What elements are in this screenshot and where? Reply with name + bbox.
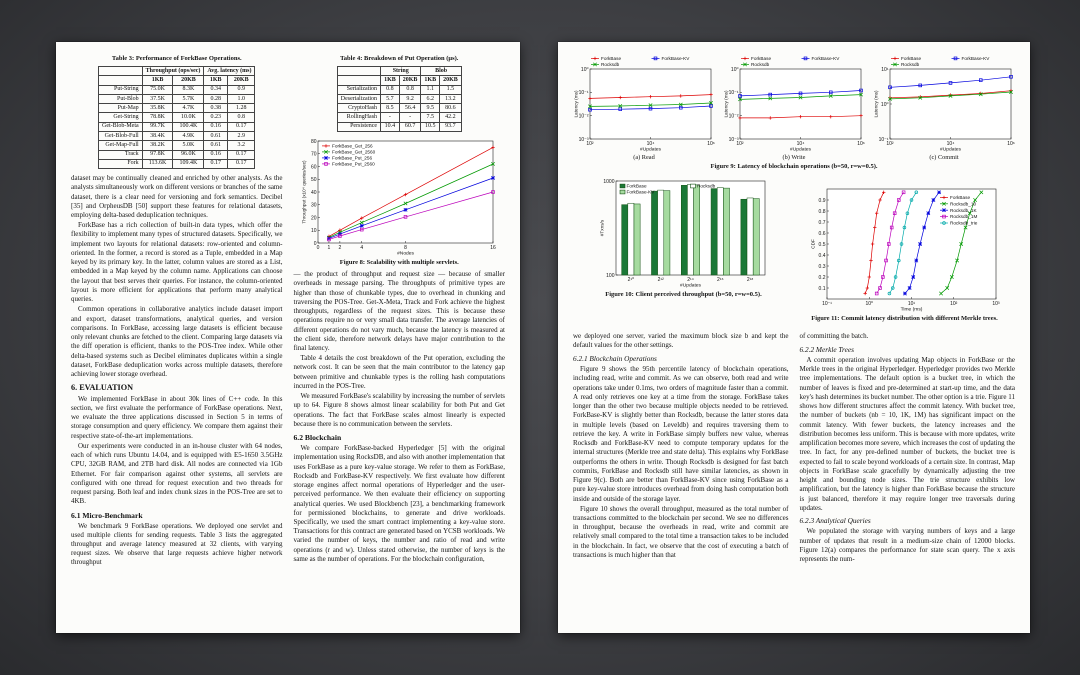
svg-text:1: 1 — [327, 244, 331, 251]
table-cell: 113.6K — [142, 159, 173, 168]
figure-10-11-row — [573, 177, 1015, 326]
table-cell: 1.1 — [421, 85, 440, 94]
table-row — [337, 122, 461, 131]
svg-text:Throughput (x10⁴ queries/sec): Throughput (x10⁴ queries/sec) — [301, 160, 307, 224]
page-left — [56, 42, 520, 633]
figure-9-caption: Figure 9: Latency of blockchain operations (b=50, r=w=0.5). — [710, 163, 878, 170]
svg-text:0.2: 0.2 — [818, 274, 825, 281]
table-row — [99, 159, 255, 168]
table-row — [99, 104, 255, 113]
svg-text:ForkBase: ForkBase — [751, 56, 772, 61]
table-cell: Get-Blob-Full — [99, 131, 143, 140]
svg-text:60: 60 — [311, 164, 317, 171]
svg-text:ForkBase_Get_256: ForkBase_Get_256 — [332, 143, 373, 149]
table-cell: 38.4K — [142, 131, 173, 140]
svg-text:10⁻¹: 10⁻¹ — [578, 90, 589, 97]
section-heading-micro-benchmark: 6.1 Micro-Benchmark — [71, 510, 143, 520]
table-cell: 0.17 — [204, 159, 228, 168]
svg-text:#Updates: #Updates — [640, 147, 661, 153]
svg-text:16: 16 — [490, 244, 497, 251]
table-cell: 37.5K — [142, 94, 173, 103]
svg-text:ForkBase_Get_2560: ForkBase_Get_2560 — [332, 149, 376, 155]
table-corner — [337, 67, 380, 76]
figure-11 — [802, 177, 1007, 326]
table-row — [99, 141, 255, 150]
table-cell: 5.7K — [173, 94, 204, 103]
table-subheader: 1KB — [421, 76, 440, 85]
svg-text:2: 2 — [338, 244, 342, 251]
paragraph: A commit operation involves updating Map objects in ForkBase or the Merkle trees in the original Hyperledger. Hyperledger provides two Merkle tree implementations. The default option is a bucket tree, in which the number of leaves is fixed and pre-determined at start-up time, and the data key's hash determines its bucket number. The other option is a trie. Figure 11 shows how different structures affect the commit latency. With bucket tree, the number of buckets (nb = 10, 1K, 1M) has significant impact on the commit latency. With fewer buckets, the latency increases and the distribution becomes less uniform. This is because with more updates, write amplification becomes more severe, which increases the cost of updating the tree. In fact, for any pre-defined number of buckets, the bucket tree is expected to fail to scale beyond workloads of a certain size. In contrast, Map objects in ForkBase scale gracefully by dynamically adjusting the tree height and bounding node sizes. The trie structure exhibits low amplification, but the latency is higher than ForkBase because the structure is just balanced, therefore it may require longer tree traversals during updates. — [799, 355, 1015, 512]
svg-text:20: 20 — [311, 215, 317, 222]
svg-text:0.5: 0.5 — [818, 241, 825, 248]
svg-text:10⁻²: 10⁻² — [728, 113, 739, 120]
table-subheader: 1KB — [381, 76, 400, 85]
table-cell: 42.2 — [440, 113, 462, 122]
section-heading-blockchain: 6.2 Blockchain — [293, 433, 342, 443]
svg-text:2¹⁴: 2¹⁴ — [686, 277, 694, 284]
svg-text:10⁴: 10⁴ — [646, 141, 655, 147]
table-row — [337, 113, 461, 122]
figure-9b — [723, 55, 865, 161]
table-cell: 10.4 — [381, 122, 400, 131]
right-page-column-2 — [800, 332, 1016, 565]
table-row — [99, 150, 255, 159]
paragraph: We measured ForkBase's scalability by increasing the number of servlets up to 64. Figure 8 shows almost linear scalability for both Put and Get operations. The fact that ForkBase scales almost linearly is expected because there is no communication between the servlets. — [293, 392, 505, 428]
svg-text:#Updates: #Updates — [790, 147, 811, 153]
table-cell: 4.7K — [173, 104, 204, 113]
svg-text:ForkBase-KV: ForkBase-KV — [626, 189, 654, 195]
paragraph: We compare ForkBase-backed Hyperledger [5] with the original implementation using RocksDB, and also with another implementation that uses ForkBase as a pure key-value storage. We refer to them as ForkBase, Rocksdb and ForkBase-KV respectively. We first evaluate how different storage engines affect normal operations of Hyperledger and the user-perceived performance. We then evaluate their efficiency on supporting analytical queries. We used Blockbench [23], a benchmarking framework for permissioned blockchains, to generate and drive workloads. Specifically, we used the smart contract implementing a key-value store. Transactions for this contract are generated based on YCSB workloads. We varied the number of keys, the number and ratio of read and write operations (r and w). Unless stated otherwise, the number of keys is the same as the number of operations. For the blockchain configuration, — [293, 444, 505, 563]
paragraph: ForkBase has a rich collection of built-in data types, which offer the flexibility to implement many types of structured datasets. Specifically, we implement two layouts for relational datasets: row-oriented and column-oriented. In the former, a record is stored as a Tuple, embedded in a Map keyed by its primary key. In the latter, column values are stored as a List, embedded in a Map keyed by the column name. Applications can choose the layout that best serves their queries. For instance, the column-oriented layout is more efficient for applications that perform many analytical queries. — [71, 221, 283, 304]
paragraph: Common operations in collaborative analytics include dataset import and export, dataset transformations, analytical queries, and version comparisons. In ForkBase, accessing large datasets is efficient because only relevant chunks are fetched to the client. Comparing large datasets via the diff operation is efficient, thanks to the POS-Tree index. While other delta-based systems such as Decibel eliminates duplicates within a single dataset, ForkBase deduplication works across multiple datasets, therefore achieving lower storage overhead. — [71, 305, 283, 378]
svg-text:2¹²: 2¹² — [657, 277, 664, 284]
table-cell: CryptoHash — [337, 104, 380, 113]
table-cell: 1.0 — [228, 94, 255, 103]
svg-text:4: 4 — [360, 244, 364, 251]
table-subheader: 20KB — [399, 76, 421, 85]
svg-text:Rocksdb: Rocksdb — [696, 183, 715, 189]
table-cell: 100.4K — [173, 122, 204, 131]
table-cell: 0.8 — [228, 113, 255, 122]
svg-text:#Txns/s: #Txns/s — [599, 219, 604, 237]
svg-text:0.1: 0.1 — [818, 285, 825, 292]
table-cell: 9.5 — [421, 104, 440, 113]
table-cell: - — [381, 113, 400, 122]
figure-9a-line-chart — [573, 55, 715, 153]
table-cell: - — [399, 113, 421, 122]
svg-text:100: 100 — [605, 272, 614, 279]
svg-text:10⁻¹: 10⁻¹ — [728, 90, 739, 97]
table-cell: 0.28 — [204, 94, 228, 103]
table-cell: Fork — [99, 159, 143, 168]
figure-10-bar-chart — [599, 177, 769, 289]
table-row — [99, 94, 255, 103]
table-cell: 5.0K — [173, 141, 204, 150]
paragraph: Figure 9 shows the 95th percentile latency of blockchain operations, including read, write and commit. As we can observe, both read and write operations take under 0.1ms, two orders of magnitude faster than a commit. A read only retrieves one key at a time from the storage. ForkBase takes longer than the other two because multiple objects needed to be retrieved. ForkBase-KV is slightly better than Rocksdb, because the latter stores data in multiple levels (based on Leveldb) and requires traversing them to retrieve the key. A write in ForkBase simply buffers new value, whereas Rocksdb and ForkBase-KV need to compute temporary updates for the internal structures (Merkle tree and state delta). This explains why ForkBase outperforms the others in write. Though Rocksdb is designed for fast batch commits, ForkBase and Rocksdb still have similar latencies, as shown in Figure 9(c). Both are better than ForkBase-KV since using ForkBase as a pure key-value store introduces overhead from doing hash computation both inside and outside of the storage layer. — [573, 365, 789, 503]
svg-text:ForkBase_Put_2560: ForkBase_Put_2560 — [332, 161, 375, 167]
svg-text:10⁻²: 10⁻² — [578, 113, 589, 120]
table-cell: 4.9K — [173, 131, 204, 140]
svg-text:Latency (ms): Latency (ms) — [873, 90, 879, 118]
table-cell: 0.61 — [204, 131, 228, 140]
table-column-group: Avg. latency (ms) — [204, 67, 255, 76]
svg-text:ForkBase_Put_256: ForkBase_Put_256 — [332, 155, 373, 161]
table-cell: 96.0K — [173, 150, 204, 159]
svg-text:40: 40 — [311, 189, 317, 196]
table-cell: 10.5 — [421, 122, 440, 131]
figure-9c — [873, 55, 1015, 161]
svg-text:10⁶: 10⁶ — [1007, 141, 1015, 147]
table-cell: 0.23 — [204, 113, 228, 122]
svg-text:10²: 10² — [736, 141, 744, 147]
table-subheader: 1KB — [204, 76, 228, 85]
table-column-group: Throughput (ops/sec) — [142, 67, 204, 76]
svg-text:10⁴: 10⁴ — [796, 141, 805, 147]
table-cell: 56.4 — [399, 104, 421, 113]
table-row — [337, 85, 461, 94]
svg-text:10⁶: 10⁶ — [707, 141, 715, 147]
figure-8-line-chart — [301, 137, 497, 257]
table-cell: 7.5 — [421, 113, 440, 122]
svg-text:1000: 1000 — [602, 178, 614, 185]
table-cell: 0.17 — [228, 159, 255, 168]
svg-text:10⁰: 10⁰ — [730, 66, 739, 73]
table-cell: 109.4K — [173, 159, 204, 168]
svg-text:10²: 10² — [949, 301, 957, 308]
table-cell: 97.8K — [142, 150, 173, 159]
table-cell: 0.34 — [204, 85, 228, 94]
left-page-column-1 — [71, 55, 283, 569]
table-cell: 99.7K — [142, 122, 173, 131]
svg-text:Rocksdb_trie: Rocksdb_trie — [949, 220, 977, 226]
table-row — [337, 104, 461, 113]
svg-text:#Updates: #Updates — [940, 147, 961, 153]
paragraph: We populated the storage with varying numbers of keys and a large number of updates that result in a medium-size chain of 12000 blocks. Figure 12(a) compares the performance for state scan query. The x axis represents the num- — [799, 527, 1015, 564]
svg-text:10⁰: 10⁰ — [580, 66, 589, 73]
table-subheader: 20KB — [228, 76, 255, 85]
svg-text:10⁻³: 10⁻³ — [578, 136, 589, 143]
table-cell: 0.9 — [228, 85, 255, 94]
svg-text:10: 10 — [311, 228, 317, 235]
svg-text:#Updates: #Updates — [679, 283, 701, 289]
table-cell: Put-String — [99, 85, 143, 94]
table-cell: Serialization — [337, 85, 380, 94]
paragraph: Figure 10 shows the overall throughput, measured as the total number of transactions committed to the blockchain per second. We see no differences in throughput, because the overheads in read, write and commit are relatively small compared to the total time a transaction takes to be included in the blockchain. In fact, we observe that the cost of executing a batch of transactions is much higher than that — [573, 504, 789, 559]
table-cell: 3.2 — [228, 141, 255, 150]
paragraph: of committing the batch. — [799, 332, 869, 341]
svg-text:10⁻³: 10⁻³ — [728, 136, 739, 143]
svg-text:CDF: CDF — [810, 239, 815, 249]
table-cell: 8.5 — [381, 104, 400, 113]
table-cell: 38.2K — [142, 141, 173, 150]
svg-text:Rocksdb_10: Rocksdb_10 — [949, 201, 976, 207]
table-4-caption: Table 4: Breakdown of Put Operation (μs). — [340, 55, 459, 62]
svg-text:Rocksdb_1M: Rocksdb_1M — [949, 214, 977, 220]
paragraph: Our experiments were conducted in an in-house cluster with 64 nodes, each of which runs Ubuntu 14.04, and is equipped with E5-1650 3.5GHz CPU, 32GB RAM, and 2TB hard disk. All nodes are connected via 1Gb Ethernet. For fair comparison against other systems, all servlets are configured with one thread for request execution and two threads for request parsing. Both leaf and index chunk sizes in the POS-Tree are set to 4KB. — [71, 441, 283, 506]
section-heading-evaluation: 6. EVALUATION — [71, 383, 134, 393]
table-cell: 0.8 — [399, 85, 421, 94]
svg-text:0: 0 — [316, 244, 320, 251]
svg-text:10²: 10² — [886, 141, 894, 147]
svg-text:ForkBase: ForkBase — [601, 56, 622, 61]
paragraph: We benchmark 9 ForkBase operations. We deployed one servlet and used multiple clients for sending requests. Table 3 lists the aggregated throughput and average latency measured at 32 clients, with varying request sizes. We observe that large requests achieve higher network throughput — [71, 521, 283, 567]
table-cell: Put-Map — [99, 104, 143, 113]
svg-text:80: 80 — [311, 138, 317, 145]
svg-text:Rocksdb: Rocksdb — [751, 62, 770, 67]
table-row — [99, 131, 255, 140]
table-corner — [99, 76, 143, 85]
figure-9 — [573, 55, 1015, 161]
svg-text:10²: 10² — [586, 141, 594, 147]
svg-text:2¹⁸: 2¹⁸ — [746, 277, 753, 284]
table-cell: 2.9 — [228, 131, 255, 140]
svg-text:Latency (ms): Latency (ms) — [573, 90, 579, 118]
table-cell: 75.0K — [142, 85, 173, 94]
svg-text:10⁶: 10⁶ — [857, 141, 865, 147]
table-cell: Deserialization — [337, 94, 380, 103]
paragraph: — the product of throughput and request size — because of smaller overheads in message parsing. The throughputs of primitive types are higher than those of chunkable types, due to overhead in chunking and traversing the POS-Tree. Get-X-Meta, Track and Fork achieve the highest throughputs, regardless of the request sizes. This is because these operations require no or very small data transfer. The average latencies of different operations do not vary much, because the latency is measured at the client side, therefore network delays have major contribution to the final latency. — [293, 270, 505, 352]
table-row — [337, 94, 461, 103]
paragraph: dataset may be continually cleaned and enriched by other analysts. As the analysts simultaneously work on different versions or branches of the same dataset, there is a clear need for versioning and fork semantics. Decibel [35] and OrpheusDB [50] support these features for relational datasets, employing delta-based deduplication techniques. — [71, 174, 283, 219]
svg-text:30: 30 — [311, 202, 317, 209]
svg-text:Time (ms): Time (ms) — [900, 307, 922, 313]
table-3 — [98, 66, 255, 169]
figure-9b-line-chart — [723, 55, 865, 153]
svg-text:8: 8 — [404, 244, 408, 251]
figure-10-caption: Figure 10: Client perceived throughput (b=50, r=w=0.5). — [605, 291, 762, 299]
svg-text:0.7: 0.7 — [818, 219, 825, 226]
table-4 — [337, 66, 462, 132]
svg-text:10¹: 10¹ — [881, 66, 889, 73]
svg-text:10³: 10³ — [991, 301, 1000, 308]
table-row — [99, 85, 255, 94]
svg-text:10¹: 10¹ — [907, 301, 915, 308]
svg-text:ForkBase-KV: ForkBase-KV — [811, 56, 840, 61]
svg-text:10⁰: 10⁰ — [864, 301, 873, 308]
table-cell: Get-String — [99, 113, 143, 122]
figure-11-cdf-chart — [810, 185, 1000, 313]
table-cell: 10.0K — [173, 113, 204, 122]
table-cell: 0.61 — [204, 141, 228, 150]
svg-text:Latency (ms): Latency (ms) — [723, 90, 729, 118]
section-heading-merkle-trees: 6.2.2 Merkle Trees — [799, 344, 854, 354]
table-cell: 0.38 — [204, 104, 228, 113]
paragraph: We implemented ForkBase in about 30k lines of C++ code. In this section, we first evaluate the performance of ForkBase operations. Next, we evaluate the three applications discussed in Section 5 in terms of storage consumption and query efficiency. We compare them against their respective state-of-the-art implementations. — [71, 394, 283, 440]
table-cell: 13.2 — [440, 94, 462, 103]
table-cell: Put-Blob — [99, 94, 143, 103]
table-row — [99, 122, 255, 131]
svg-text:0.6: 0.6 — [818, 230, 825, 237]
figure-9b-subcaption: (b) Write — [782, 154, 806, 161]
section-heading-blockchain-operations: 6.2.1 Blockchain Operations — [573, 354, 657, 364]
table-3-caption: Table 3: Performance of ForkBase Operations. — [111, 55, 242, 62]
table-subheader: 20KB — [440, 76, 462, 85]
table-cell: 0.17 — [228, 150, 255, 159]
svg-text:0.9: 0.9 — [818, 197, 825, 204]
table-cell: Track — [99, 150, 143, 159]
table-cell: 0.16 — [204, 150, 228, 159]
svg-text:0.3: 0.3 — [818, 263, 825, 270]
svg-text:0.4: 0.4 — [818, 252, 825, 259]
left-page-column-2 — [294, 55, 506, 569]
table-cell: 6.2 — [421, 94, 440, 103]
right-page-column-1 — [573, 332, 789, 565]
figure-9a-subcaption: (a) Read — [633, 154, 655, 161]
svg-text:10⁰: 10⁰ — [880, 101, 889, 108]
table-cell: 8.3K — [173, 85, 204, 94]
figure-8-caption: Figure 8: Scalability with multiple servlets. — [339, 258, 459, 266]
figure-9c-subcaption: (c) Commit — [929, 154, 959, 161]
table-cell: 93.7 — [440, 122, 462, 131]
table-column-group: Blob — [421, 67, 461, 76]
figure-9a — [573, 55, 715, 161]
table-cell: Persistence — [337, 122, 380, 131]
paragraph: we deployed one server, varied the maximum block size b and kept the default values for the other settings. — [573, 332, 789, 350]
figure-9c-line-chart — [873, 55, 1015, 153]
table-cell: 5.7 — [381, 94, 400, 103]
page-right — [558, 42, 1030, 633]
svg-text:Rocksdb_1K: Rocksdb_1K — [949, 207, 977, 213]
svg-text:ForkBase-KV: ForkBase-KV — [961, 56, 990, 61]
table-cell: 1.28 — [228, 104, 255, 113]
table-corner — [99, 67, 143, 76]
svg-text:10⁻¹: 10⁻¹ — [821, 301, 832, 308]
svg-text:2¹⁰: 2¹⁰ — [627, 277, 634, 284]
table-cell: 1.5 — [440, 85, 462, 94]
table-cell: 60.7 — [399, 122, 421, 131]
svg-text:ForkBase-KV: ForkBase-KV — [661, 56, 690, 61]
svg-text:ForkBase: ForkBase — [949, 195, 970, 201]
svg-text:2¹⁶: 2¹⁶ — [716, 277, 724, 284]
svg-text:Rocksdb: Rocksdb — [901, 62, 920, 67]
svg-text:0.8: 0.8 — [818, 208, 825, 215]
table-column-group: String — [381, 67, 421, 76]
svg-text:10⁻¹: 10⁻¹ — [878, 136, 889, 143]
table-subheader: 20KB — [173, 76, 204, 85]
figure-11-caption: Figure 11: Commit latency distribution with different Merkle trees. — [811, 315, 998, 323]
section-heading-analytical-queries: 6.2.3 Analytical Queries — [799, 516, 871, 526]
svg-text:70: 70 — [311, 151, 317, 158]
table-cell: 35.8K — [142, 104, 173, 113]
svg-text:Rocksdb: Rocksdb — [601, 62, 620, 67]
svg-text:10⁴: 10⁴ — [946, 141, 955, 147]
table-cell: 9.2 — [399, 94, 421, 103]
table-cell: 0.17 — [228, 122, 255, 131]
table-cell: 80.6 — [440, 104, 462, 113]
table-cell: 0.16 — [204, 122, 228, 131]
paragraph: Table 4 details the cost breakdown of the Put operation, excluding the network cost. It can be seen that the main contributor to the latency gap between primitive and chunkable types is the rolling hash computations incurred in the POS-Tree. — [293, 354, 505, 390]
svg-text:ForkBase: ForkBase — [901, 56, 922, 61]
table-cell: RollingHash — [337, 113, 380, 122]
table-cell: 0.8 — [381, 85, 400, 94]
svg-text:0: 0 — [313, 240, 317, 247]
table-row — [99, 113, 255, 122]
figure-10 — [581, 177, 786, 302]
svg-text:50: 50 — [311, 177, 317, 184]
table-cell: 78.8K — [142, 113, 173, 122]
svg-text:ForkBase: ForkBase — [626, 183, 647, 189]
svg-text:#Nodes: #Nodes — [397, 251, 415, 257]
table-cell: Get-Blob-Meta — [99, 122, 143, 131]
table-subheader: 1KB — [142, 76, 173, 85]
table-cell: Get-Map-Full — [99, 141, 143, 150]
table-corner — [337, 76, 380, 85]
